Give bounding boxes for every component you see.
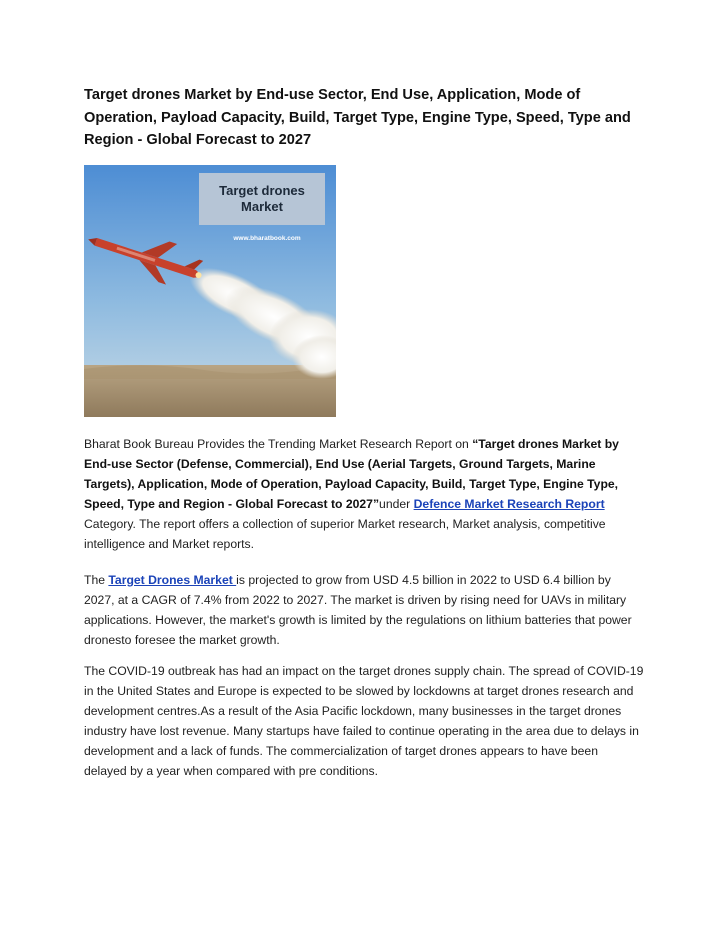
target-drones-market-link[interactable]: Target Drones Market — [108, 573, 237, 587]
market-growth-paragraph — [84, 570, 644, 650]
document-title: Target drones Market by End-use Sector, End Use, Application, Mode of Operation, Payload Capacity, Build, Target Type, Engine Type, Speed, Type and Region - Global Forecast to 2027 — [84, 87, 631, 148]
cover-url: www.bharatbook.com — [233, 235, 301, 242]
growth-text: is projected to grow from USD 4.5 billion in 2022 to USD 6.4 billion by 2027, at a CAGR of 7.4% from 2022 to 2027. The market is driven by rising need for UAVs in military applications. However, the market's growth is limited by the regulations on lithium batteries that power dronesto foresee the market growth. — [84, 573, 632, 647]
cover-image — [84, 165, 336, 417]
intro-paragraph — [84, 434, 644, 554]
covid-impact-paragraph: The COVID-19 outbreak has had an impact on the target drones supply chain. The spread of COVID-19 in the United States and Europe is expected to be slowed by lockdowns at target drones research and development centres.As a result of the Asia Pacific lockdown, many businesses in the target drones industry have lost revenue. Many startups have failed to continue operating in the area due to delays in development and a lack of funds. The commercialization of target drones appears to have been delayed by a year when compared with pre conditions. — [84, 664, 644, 778]
cover-title-line2: Market — [241, 199, 283, 214]
under-text: under — [379, 497, 414, 511]
defence-category-link[interactable]: Defence Market Research Report — [413, 497, 605, 511]
growth-lead-text: The — [84, 573, 109, 587]
cover-title-box — [199, 173, 325, 225]
report-title: “Target drones Market by End-use Sector (Defense, Commercial), End Use (Aerial Targets, Ground Targets, Marine Targets), Application, Mode of Operation, Payload Capacity, Build, Target Type, Engine Type, Speed, Type and Region - Global Forecast to 2027” — [84, 437, 619, 511]
intro-outro-text: Category. The report offers a collection of superior Market research, Market analysis, competitive intelligence and Market reports. — [84, 517, 606, 551]
cover-title-line1: Target drones — [219, 183, 305, 198]
intro-text: Bharat Book Bureau Provides the Trending Market Research Report on — [84, 437, 473, 451]
